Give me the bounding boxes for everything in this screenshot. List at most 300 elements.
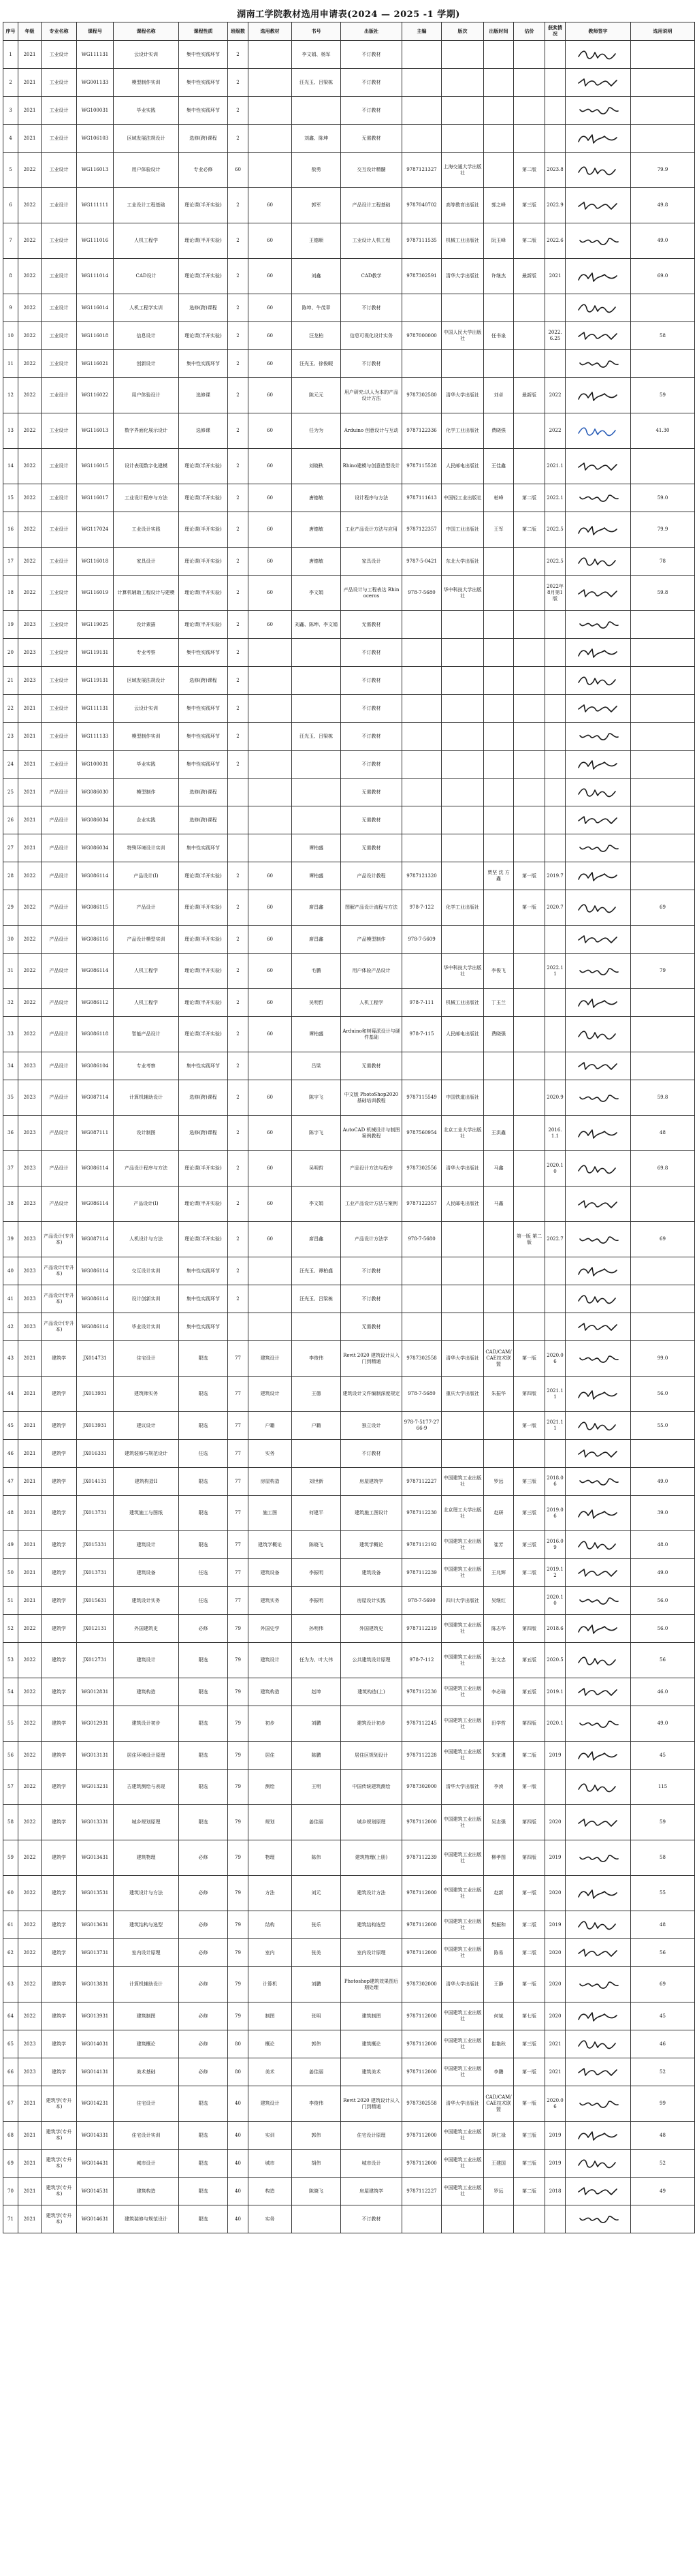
teacher-signature	[566, 1967, 631, 2002]
cell-note	[631, 350, 695, 378]
cell-classes: 2	[228, 294, 248, 322]
teacher-signature	[566, 1468, 631, 1496]
cell-isbn: 吴明哲	[292, 1151, 341, 1187]
cell-award	[545, 1770, 566, 1805]
teacher-signature	[566, 1876, 631, 1911]
cell-note	[631, 1313, 695, 1341]
cell-grade: 2022	[18, 449, 42, 484]
cell-code: WG116018	[77, 322, 114, 350]
cell-major: 建筑学	[42, 2030, 77, 2058]
cell-note	[631, 751, 695, 779]
cell-course: 产品设计	[114, 890, 179, 926]
cell-code: WG086114	[77, 1285, 114, 1313]
cell-major: 建筑学(专升本)	[42, 2205, 77, 2233]
cell-classes	[228, 834, 248, 862]
cell-publisher: 图解产品设计流程与方法	[341, 890, 402, 926]
cell-no: 45	[3, 1412, 18, 1440]
cell-code: WG013731	[77, 1939, 114, 1967]
signature-mark	[576, 2156, 621, 2171]
cell-grade: 2023	[18, 1080, 42, 1116]
table-row	[3, 1643, 695, 1678]
cell-price	[514, 449, 545, 484]
cell-no: 35	[3, 1080, 18, 1116]
cell-price: 第二版	[514, 1742, 545, 1770]
cell-publisher: 不订教材	[341, 1440, 402, 1468]
table-row	[3, 1742, 695, 1770]
cell-course: 用户体验设计	[114, 378, 179, 413]
cell-nature: 必修	[179, 1876, 228, 1911]
cell-price	[514, 611, 545, 639]
table-row	[3, 1341, 695, 1377]
table-row	[3, 484, 695, 512]
cell-edition: 中国建筑工业出版社	[442, 1805, 484, 1840]
cell-major: 工业设计	[42, 378, 77, 413]
cell-grade: 2022	[18, 153, 42, 188]
cell-note: 52	[631, 2058, 695, 2086]
signature-mark	[576, 1716, 621, 1731]
cell-code: WG013931	[77, 2002, 114, 2030]
cell-award: 2022.7	[545, 1222, 566, 1257]
cell-course: 建筑构造	[114, 1678, 179, 1706]
cell-textbook	[248, 1052, 292, 1080]
signature-mark	[576, 964, 621, 979]
cell-edition	[442, 751, 484, 779]
cell-nature: 集中性实践环节	[179, 97, 228, 125]
cell-course: 信息设计	[114, 322, 179, 350]
cell-date: 赵研	[484, 1496, 514, 1531]
cell-editor: 978-7-5680	[402, 1222, 442, 1257]
cell-date: 赵新	[484, 1876, 514, 1911]
cell-classes: 2	[228, 41, 248, 69]
cell-grade: 2021	[18, 2150, 42, 2178]
cell-edition	[442, 2205, 484, 2233]
cell-editor: 9787112230	[402, 1678, 442, 1706]
cell-edition	[442, 41, 484, 69]
cell-textbook: 60	[248, 890, 292, 926]
cell-grade: 2021	[18, 1377, 42, 1412]
cell-date: 胡仁禄	[484, 2122, 514, 2150]
cell-publisher: 交互设计精髓	[341, 153, 402, 188]
cell-grade: 2021	[18, 834, 42, 862]
cell-major: 产品设计	[42, 806, 77, 834]
cell-course: 住宅设计	[114, 1341, 179, 1377]
header-cell: 课程性质	[179, 22, 228, 41]
cell-major: 建筑学	[42, 1805, 77, 1840]
cell-course: 工业设计工程基础	[114, 188, 179, 223]
cell-edition: 中国建筑工业出版社	[442, 1939, 484, 1967]
cell-no: 54	[3, 1678, 18, 1706]
cell-nature: 选修(跨)课程	[179, 1116, 228, 1151]
cell-publisher: AutoCAD 机械设计与制图案例教程	[341, 1116, 402, 1151]
teacher-signature	[566, 2002, 631, 2030]
teacher-signature	[566, 512, 631, 548]
cell-edition	[442, 862, 484, 890]
cell-classes: 2	[228, 1017, 248, 1052]
teacher-signature	[566, 1187, 631, 1222]
cell-textbook: 结构	[248, 1911, 292, 1939]
cell-award: 2022.5	[545, 548, 566, 576]
cell-date: 朱振华	[484, 1377, 514, 1412]
cell-no: 26	[3, 806, 18, 834]
cell-textbook: 构造	[248, 2178, 292, 2205]
cell-note	[631, 723, 695, 751]
table-row	[3, 548, 695, 576]
cell-note: 48	[631, 1116, 695, 1151]
cell-isbn: 户籍	[292, 1412, 341, 1440]
cell-grade: 2022	[18, 294, 42, 322]
teacher-signature	[566, 413, 631, 449]
cell-no: 12	[3, 378, 18, 413]
cell-editor: 9787112192	[402, 1531, 442, 1559]
signature-mark	[576, 522, 621, 537]
cell-major: 工业设计	[42, 611, 77, 639]
cell-date: 王兆辉	[484, 1559, 514, 1587]
cell-major: 建筑学(专升本)	[42, 2122, 77, 2150]
cell-award: 2019.06	[545, 1496, 566, 1531]
cell-award	[545, 751, 566, 779]
teacher-signature	[566, 259, 631, 294]
cell-grade: 2021	[18, 1559, 42, 1587]
cell-nature: 限选	[179, 1706, 228, 1742]
cell-edition	[442, 1222, 484, 1257]
cell-isbn: 席昌鑫	[292, 926, 341, 954]
cell-major: 工业设计	[42, 667, 77, 695]
cell-code: WG111111	[77, 188, 114, 223]
cell-nature: 理论课(半开实验)	[179, 1222, 228, 1257]
cell-editor: 9787121327	[402, 153, 442, 188]
cell-date	[484, 834, 514, 862]
cell-major: 产品设计	[42, 954, 77, 989]
signature-mark	[576, 103, 621, 118]
cell-publisher: 不订教材	[341, 350, 402, 378]
cell-award: 2019	[545, 2150, 566, 2178]
cell-major: 产品设计	[42, 1017, 77, 1052]
teacher-signature	[566, 1643, 631, 1678]
cell-note: 48	[631, 2122, 695, 2150]
cell-major: 建筑学	[42, 1967, 77, 2002]
cell-major: 工业设计	[42, 484, 77, 512]
cell-award: 2021	[545, 2030, 566, 2058]
cell-no: 44	[3, 1377, 18, 1412]
table-row	[3, 2150, 695, 2178]
cell-note: 59	[631, 1805, 695, 1840]
signature-mark	[576, 2009, 621, 2024]
cell-grade: 2022	[18, 926, 42, 954]
cell-publisher: 无需教材	[341, 1313, 402, 1341]
cell-nature: 理论课(半开实验)	[179, 449, 228, 484]
cell-price: 第一版	[514, 1770, 545, 1805]
cell-price: 第四版	[514, 1377, 545, 1412]
cell-isbn: 吕梁	[292, 1052, 341, 1080]
cell-award: 2021.11	[545, 1412, 566, 1440]
cell-award: 2020.10	[545, 1151, 566, 1187]
cell-award	[545, 125, 566, 153]
cell-edition: 中国建筑工业出版社	[442, 2122, 484, 2150]
cell-grade: 2021	[18, 1531, 42, 1559]
cell-publisher: 无需教材	[341, 834, 402, 862]
cell-award	[545, 1285, 566, 1313]
cell-editor	[402, 294, 442, 322]
cell-note: 56.0	[631, 1377, 695, 1412]
cell-grade: 2021	[18, 1412, 42, 1440]
cell-no: 15	[3, 484, 18, 512]
cell-textbook: 实训	[248, 2122, 292, 2150]
cell-major: 工业设计	[42, 695, 77, 723]
cell-textbook: 方法	[248, 1876, 292, 1911]
cell-textbook: 60	[248, 449, 292, 484]
cell-code: JX013731	[77, 1496, 114, 1531]
cell-textbook: 计算机	[248, 1967, 292, 2002]
cell-award	[545, 69, 566, 97]
cell-grade: 2022	[18, 1742, 42, 1770]
cell-textbook: 60	[248, 548, 292, 576]
cell-no: 65	[3, 2030, 18, 2058]
cell-isbn: 谭柏盛	[292, 834, 341, 862]
table-row	[3, 890, 695, 926]
cell-award: 2022.5	[545, 512, 566, 548]
cell-grade: 2023	[18, 1257, 42, 1285]
cell-textbook: 物理	[248, 1840, 292, 1876]
cell-note	[631, 1187, 695, 1222]
cell-course: 建筑概论	[114, 2030, 179, 2058]
cell-classes: 2	[228, 1285, 248, 1313]
teacher-signature	[566, 1017, 631, 1052]
cell-award: 2016.09	[545, 1531, 566, 1559]
cell-no: 40	[3, 1257, 18, 1285]
teacher-signature	[566, 449, 631, 484]
cell-editor: 9787560954	[402, 1116, 442, 1151]
cell-course: 模型制作实训	[114, 723, 179, 751]
cell-course: 人机设计与方法	[114, 1222, 179, 1257]
cell-nature: 限选	[179, 2205, 228, 2233]
cell-grade: 2022	[18, 576, 42, 611]
teacher-signature	[566, 1341, 631, 1377]
table-row	[3, 259, 695, 294]
cell-price	[514, 1440, 545, 1468]
header-cell: 班级数	[228, 22, 248, 41]
teacher-signature	[566, 954, 631, 989]
cell-price: 第一版	[514, 1876, 545, 1911]
cell-award	[545, 1187, 566, 1222]
signature-mark	[576, 1977, 621, 1992]
cell-textbook: 60	[248, 611, 292, 639]
table-row	[3, 1559, 695, 1587]
cell-textbook: 60	[248, 954, 292, 989]
cell-nature: 必修	[179, 1840, 228, 1876]
signature-mark	[576, 900, 621, 915]
cell-edition: 清华大学出版社	[442, 1967, 484, 2002]
cell-note: 59.0	[631, 484, 695, 512]
teacher-signature	[566, 2086, 631, 2122]
cell-editor	[402, 125, 442, 153]
cell-code: WG116022	[77, 378, 114, 413]
teacher-signature	[566, 806, 631, 834]
cell-no: 18	[3, 576, 18, 611]
cell-award: 2020	[545, 1939, 566, 1967]
cell-edition: 中国建筑工业出版社	[442, 1840, 484, 1876]
cell-award: 2021.11	[545, 1377, 566, 1412]
cell-grade: 2023	[18, 1052, 42, 1080]
cell-classes: 2	[228, 69, 248, 97]
cell-award	[545, 667, 566, 695]
cell-no: 69	[3, 2150, 18, 2178]
cell-classes: 79	[228, 1643, 248, 1678]
teacher-signature	[566, 322, 631, 350]
cell-classes: 79	[228, 1706, 248, 1742]
cell-classes: 80	[228, 2058, 248, 2086]
teacher-signature	[566, 1911, 631, 1939]
table-row	[3, 1017, 695, 1052]
table-row	[3, 413, 695, 449]
cell-isbn: 刘鑫、陈坤、李文娟	[292, 611, 341, 639]
cell-grade: 2022	[18, 954, 42, 989]
cell-course: 智能产品设计	[114, 1017, 179, 1052]
cell-publisher: 不订教材	[341, 639, 402, 667]
cell-award	[545, 1052, 566, 1080]
cell-price	[514, 548, 545, 576]
cell-classes: 2	[228, 1116, 248, 1151]
cell-edition: 北京理工大学出版社	[442, 1496, 484, 1531]
cell-editor: 9787111535	[402, 223, 442, 259]
cell-classes: 2	[228, 223, 248, 259]
cell-grade: 2021	[18, 751, 42, 779]
teacher-signature	[566, 926, 631, 954]
cell-grade: 2022	[18, 1615, 42, 1643]
cell-course: 人机工程学	[114, 989, 179, 1017]
cell-code: WG111131	[77, 695, 114, 723]
cell-isbn: 孙明伟	[292, 1615, 341, 1643]
cell-code: JX012131	[77, 1615, 114, 1643]
table-row	[3, 751, 695, 779]
cell-nature: 理论课(半开实验)	[179, 548, 228, 576]
cell-textbook	[248, 69, 292, 97]
cell-price: 第五版	[514, 1678, 545, 1706]
cell-course: 住宅设计实训	[114, 2122, 179, 2150]
cell-isbn: 刘鹏	[292, 1706, 341, 1742]
cell-grade: 2022	[18, 512, 42, 548]
cell-isbn: 李文娟	[292, 1187, 341, 1222]
cell-course: 建筑师实务	[114, 1377, 179, 1412]
cell-textbook: 规划	[248, 1805, 292, 1840]
cell-price: 第一版	[514, 2058, 545, 2086]
cell-publisher: 不订教材	[341, 294, 402, 322]
teacher-signature	[566, 1080, 631, 1116]
cell-publisher: 无需教材	[341, 1052, 402, 1080]
cell-course: 模型制作实训	[114, 69, 179, 97]
cell-isbn: 郭伟	[292, 2122, 341, 2150]
cell-note: 49.0	[631, 1468, 695, 1496]
cell-note: 59.8	[631, 576, 695, 611]
cell-editor: 9787122357	[402, 1187, 442, 1222]
cell-grade: 2021	[18, 1341, 42, 1377]
signature-mark	[576, 388, 621, 403]
signature-mark	[576, 2184, 621, 2199]
cell-course: 专业考察	[114, 1052, 179, 1080]
cell-isbn: 任为为	[292, 413, 341, 449]
cell-code: WG086114	[77, 1313, 114, 1341]
cell-publisher: 工业设计人机工程	[341, 223, 402, 259]
cell-date	[484, 695, 514, 723]
cell-publisher: 居住区规划设计	[341, 1742, 402, 1770]
cell-major: 工业设计	[42, 223, 77, 259]
cell-note: 69	[631, 890, 695, 926]
cell-course: 用户体验设计	[114, 153, 179, 188]
cell-nature: 限选	[179, 1805, 228, 1840]
cell-code: WG014031	[77, 2030, 114, 2058]
cell-textbook: 测绘	[248, 1770, 292, 1805]
cell-award	[545, 1257, 566, 1285]
table-row	[3, 611, 695, 639]
cell-grade: 2022	[18, 1678, 42, 1706]
signature-mark	[576, 1653, 621, 1668]
cell-textbook	[248, 1285, 292, 1313]
teacher-signature	[566, 695, 631, 723]
cell-edition: 中国建筑工业出版社	[442, 1911, 484, 1939]
signature-mark	[576, 841, 621, 855]
cell-isbn: 刘鑫	[292, 259, 341, 294]
signature-mark	[576, 47, 621, 62]
cell-code: WG111016	[77, 223, 114, 259]
cell-course: 建筑构造	[114, 2178, 179, 2205]
cell-publisher: 建筑物理(上册)	[341, 1840, 402, 1876]
cell-nature: 理论课(半开实验)	[179, 512, 228, 548]
cell-classes: 77	[228, 1531, 248, 1559]
cell-note: 49.8	[631, 188, 695, 223]
signature-mark	[576, 1851, 621, 1866]
cell-course: 建议设计	[114, 1412, 179, 1440]
cell-no: 10	[3, 322, 18, 350]
table-row	[3, 1496, 695, 1531]
cell-major: 产品设计(专升本)	[42, 1222, 77, 1257]
cell-nature: 选修(跨)课程	[179, 125, 228, 153]
cell-isbn: 姜佳丽	[292, 1805, 341, 1840]
cell-award: 2022	[545, 413, 566, 449]
cell-award: 2020	[545, 1876, 566, 1911]
cell-isbn: 王德顺	[292, 223, 341, 259]
cell-course: 建筑设计与方法	[114, 1876, 179, 1911]
table-row	[3, 667, 695, 695]
cell-note	[631, 294, 695, 322]
cell-grade: 2021	[18, 723, 42, 751]
signature-mark	[576, 554, 621, 569]
cell-date	[484, 97, 514, 125]
cell-classes: 2	[228, 548, 248, 576]
cell-price	[514, 322, 545, 350]
teacher-signature	[566, 223, 631, 259]
cell-date	[484, 548, 514, 576]
cell-major: 建筑学	[42, 1615, 77, 1643]
cell-isbn	[292, 97, 341, 125]
table-row	[3, 862, 695, 890]
cell-major: 产品设计	[42, 890, 77, 926]
cell-note	[631, 834, 695, 862]
cell-classes: 77	[228, 1412, 248, 1440]
cell-code: WG116013	[77, 153, 114, 188]
cell-classes: 2	[228, 1222, 248, 1257]
cell-date: 王佳鑫	[484, 449, 514, 484]
cell-no: 52	[3, 1615, 18, 1643]
cell-publisher: 产品设计工程基础	[341, 188, 402, 223]
cell-course: 云设计实训	[114, 695, 179, 723]
cell-award: 2022.6	[545, 223, 566, 259]
cell-code: WG087111	[77, 1116, 114, 1151]
cell-date	[484, 1257, 514, 1285]
signature-mark	[576, 198, 621, 213]
cell-no: 19	[3, 611, 18, 639]
cell-code: WG013331	[77, 1805, 114, 1840]
cell-course: 建筑装修与规范设计	[114, 2205, 179, 2233]
cell-grade: 2023	[18, 1285, 42, 1313]
